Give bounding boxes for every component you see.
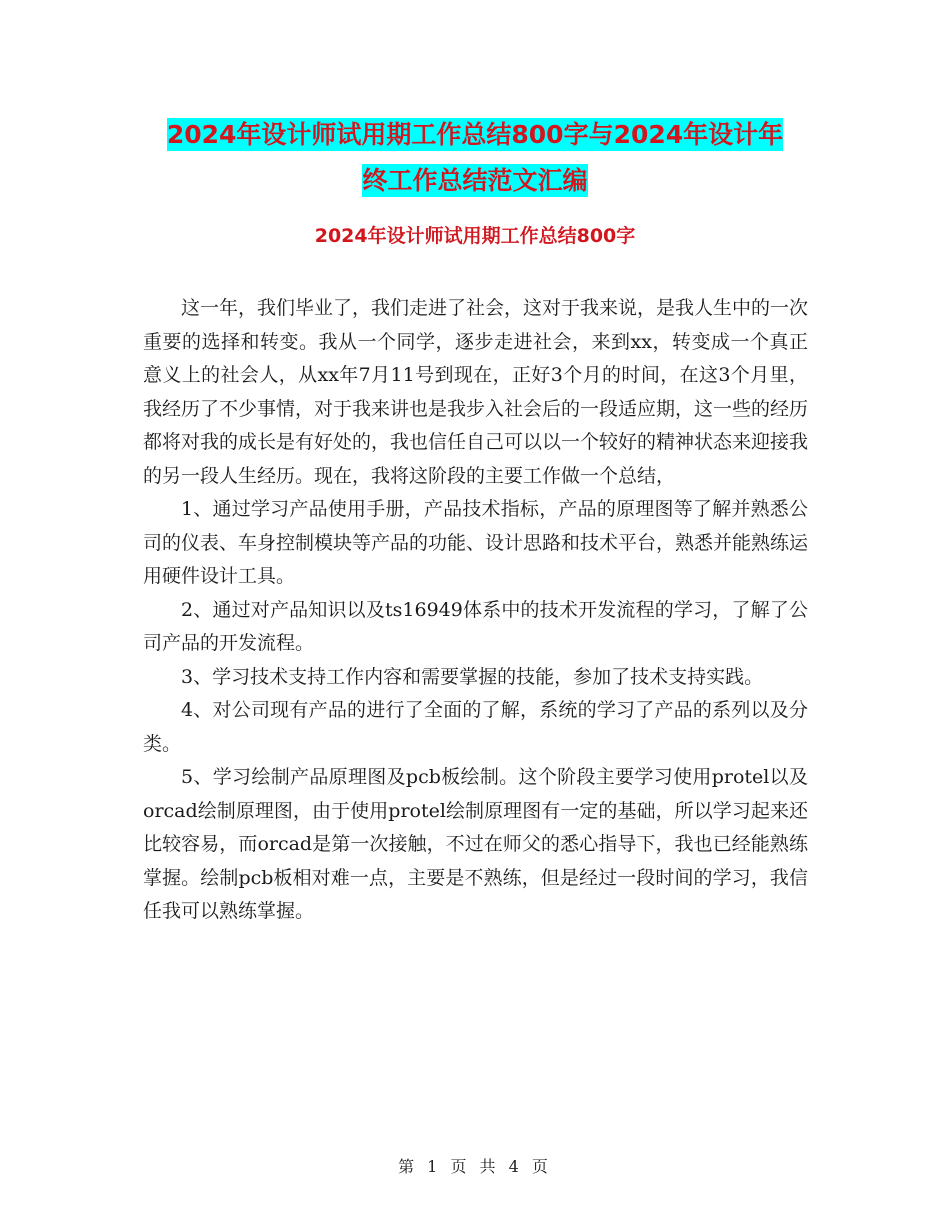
paragraph-item-2: 2、通过对产品知识以及ts16949体系中的技术开发流程的学习，了解了公司产品的开发流程。 — [143, 598, 808, 654]
paragraph-intro: 这一年，我们毕业了，我们走进了社会，这对于我来说，是我人生中的一次重要的选择和转变。我从一个同学，逐步走进社会，来到xx，转变成一个真正意义上的社会人，从xx年7月11号到现在，正好3个月的时间，在这3个月里，我经历了不少事情，对于我来讲也是我步入社会后的一段适应期，这一些的经历都将对我的成长是有好处的，我也信任自己可以以一个较好的精神状态来迎接我的另一段人生经历。现在，我将这阶段的主要工作做一个总结， — [143, 297, 809, 487]
title-line-2: 终工作总结范文汇编 — [362, 166, 588, 195]
section-heading: 2024年设计师试用期工作总结800字 — [314, 225, 636, 247]
paragraph-item-3: 3、学习技术支持工作内容和需要掌握的技能，参加了技术支持实践。 — [181, 665, 764, 688]
document-title — [140, 112, 810, 204]
paragraph-item-4: 4、对公司现有产品的进行了全面的了解，系统的学习了产品的系列以及分类。 — [143, 699, 808, 755]
paragraph-item-5: 5、学习绘制产品原理图及pcb板绘制。这个阶段主要学习使用protel以及orcad绘制原理图，由于使用protel绘制原理图有一定的基础，所以学习起来还比较容易，而orcad是第一次接触，不过在师父的悉心指导下，我也已经能熟练掌握。绘制pcb板相对难一点，主要是不熟练，但是经过一段时间的学习，我信任我可以熟练掌握。 — [143, 766, 808, 922]
title-line-1: 2024年设计师试用期工作总结800字与2024年设计年 — [166, 120, 784, 149]
page-footer: 第 1 页 共 4 页 — [398, 1157, 552, 1176]
paragraph-item-1: 1、通过学习产品使用手册，产品技术指标，产品的原理图等了解并熟悉公司的仪表、车身控制模块等产品的功能、设计思路和技术平台，熟悉并能熟练运用硬件设计工具。 — [143, 498, 809, 587]
document-body — [143, 292, 808, 929]
